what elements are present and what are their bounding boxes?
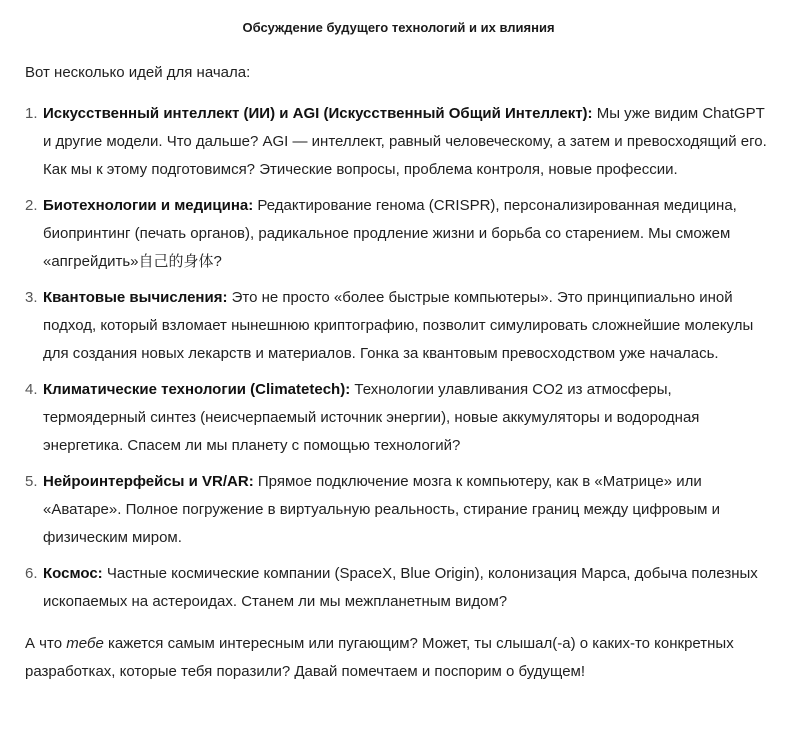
intro-text: Вот несколько идей для начала: bbox=[25, 64, 251, 81]
list-item-title: Космос: bbox=[43, 565, 103, 582]
outro-before: А что bbox=[25, 635, 67, 652]
list-item-title: Искусственный интеллект (ИИ) и AGI (Искусственный Общий Интеллект): bbox=[43, 105, 593, 122]
list-item-number: 6. bbox=[25, 565, 38, 582]
list-item-text: Это не просто «более быстрые компьютеры». Это принципиально иной подход, который взломает нынешнюю криптографию, позволит симулировать сложнейшие молекулы для создания новых лекарств и материалов. Гонка за квантовым превосходством уже началась. bbox=[43, 289, 754, 362]
list-item-text: Технологии улавливания CO2 из атмосферы, термоядерный синтез (неисчерпаемый источник энергии), новые аккумуляторы и водородная энергетика. Спасем ли мы планету с помощью технологий? bbox=[43, 381, 700, 454]
list-item-number: 3. bbox=[25, 289, 38, 306]
list-item-number: 4. bbox=[25, 381, 38, 398]
list-item-title: Климатические технологии (Climatetech): bbox=[43, 381, 351, 398]
list-item bbox=[25, 284, 772, 368]
list-item-title: Квантовые вычисления: bbox=[43, 289, 228, 306]
list-item bbox=[25, 376, 772, 460]
list-item-title: Нейроинтерфейсы и VR/AR: bbox=[43, 473, 254, 490]
list-item bbox=[25, 560, 772, 616]
list-item-number: 5. bbox=[25, 473, 38, 490]
ideas-list bbox=[25, 100, 772, 616]
list-item bbox=[25, 192, 772, 276]
outro-emphasis: тебе bbox=[66, 635, 104, 652]
list-item bbox=[25, 100, 772, 184]
list-item-text: Мы уже видим ChatGPT и другие модели. Что дальше? AGI — интеллект, равный человеческому, а затем и превосходящий его. Как мы к этому подготовимся? Этические вопросы, проблема контроля, новые профессии. bbox=[43, 105, 767, 178]
list-item-number: 1. bbox=[25, 105, 38, 122]
conversation-title: Обсуждение будущего технологий и их влияния bbox=[242, 20, 555, 35]
list-item-number: 2. bbox=[25, 197, 38, 214]
list-item-text: Прямое подключение мозга к компьютеру, как в «Матрице» или «Аватаре». Полное погружение в виртуальную реальность, стирание границ между цифровым и физическим миром. bbox=[43, 473, 721, 546]
list-item-text: Редактирование генома (CRISPR), персонализированная медицина, биопринтинг (печать органов), радикальное продление жизни и борьба со старением. Мы сможем «апгрейдить»自己的身体? bbox=[43, 197, 737, 270]
list-item-text: Частные космические компании (SpaceX, Blue Origin), колонизация Марса, добыча полезных ископаемых на астероидах. Станем ли мы межпланетным видом? bbox=[43, 565, 758, 610]
list-item bbox=[25, 468, 772, 552]
list-item-title: Биотехнологии и медицина: bbox=[43, 197, 254, 214]
outro-text bbox=[25, 630, 772, 686]
outro-after: кажется самым интересным или пугающим? Может, ты слышал(-а) о каких-то конкретных разработках, которые тебя поразили? Давай помечтаем и поспорим о будущем! bbox=[25, 635, 734, 680]
